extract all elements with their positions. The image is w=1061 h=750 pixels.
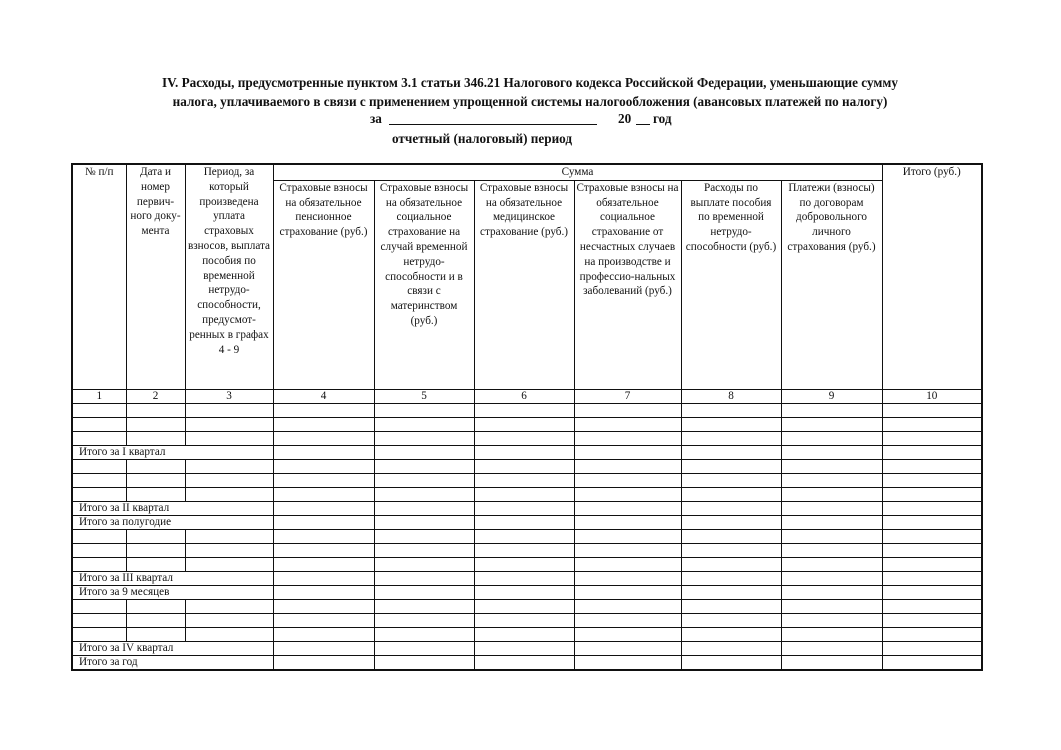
entry-cell[interactable] — [126, 529, 185, 543]
entry-cell[interactable] — [574, 473, 681, 487]
column-number: 6 — [474, 389, 574, 403]
entry-cell[interactable] — [574, 613, 681, 627]
total-cell[interactable] — [781, 641, 882, 655]
total-row-label: Итого за II квартал — [72, 501, 273, 515]
section-title — [60, 73, 1000, 111]
entry-row — [72, 613, 982, 627]
entry-cell[interactable] — [273, 403, 374, 417]
entry-cell[interactable] — [185, 557, 273, 571]
entry-cell[interactable] — [72, 473, 126, 487]
entry-cell[interactable] — [474, 459, 574, 473]
entry-cell[interactable] — [185, 459, 273, 473]
entry-cell[interactable] — [474, 403, 574, 417]
total-row-q4 — [72, 641, 982, 655]
column-number: 2 — [126, 389, 185, 403]
entry-cell[interactable] — [273, 627, 374, 641]
entry-cell[interactable] — [185, 599, 273, 613]
entry-cell[interactable] — [374, 473, 474, 487]
column-number-row — [72, 389, 982, 403]
entry-cell[interactable] — [882, 543, 982, 557]
entry-cell[interactable] — [681, 459, 781, 473]
entry-cell[interactable] — [72, 459, 126, 473]
entry-cell[interactable] — [126, 417, 185, 431]
period-blank-field[interactable] — [389, 124, 597, 125]
column-number: 9 — [781, 389, 882, 403]
entry-cell[interactable] — [72, 599, 126, 613]
entry-cell[interactable] — [781, 543, 882, 557]
entry-cell[interactable] — [781, 431, 882, 445]
entry-cell[interactable] — [273, 473, 374, 487]
entry-cell[interactable] — [273, 431, 374, 445]
entry-cell[interactable] — [781, 473, 882, 487]
entry-cell[interactable] — [681, 557, 781, 571]
entry-cell[interactable] — [126, 543, 185, 557]
total-cell[interactable] — [474, 585, 574, 599]
entry-cell[interactable] — [474, 599, 574, 613]
period-god-label: год — [653, 111, 672, 126]
total-cell[interactable] — [474, 571, 574, 585]
entry-cell[interactable] — [72, 417, 126, 431]
entry-cell[interactable] — [781, 613, 882, 627]
entry-cell[interactable] — [273, 417, 374, 431]
total-cell[interactable] — [574, 501, 681, 515]
entry-cell[interactable] — [781, 599, 882, 613]
entry-cell[interactable] — [681, 431, 781, 445]
entry-cell[interactable] — [374, 599, 474, 613]
total-row-label: Итого за I квартал — [72, 445, 273, 459]
total-cell[interactable] — [574, 585, 681, 599]
entry-cell[interactable] — [681, 487, 781, 501]
column-number: 1 — [72, 389, 126, 403]
header-col-accident: Страховые взносы на обязательное социальное страхование от несчастных случаев на производстве и профессио-нальных заболеваний (руб.) — [574, 180, 681, 389]
entry-cell[interactable] — [374, 557, 474, 571]
entry-cell[interactable] — [681, 403, 781, 417]
section-title-line-2: налога, уплачиваемого в связи с применением упрощенной системы налогообложения (авансовых платежей по налогу) — [172, 94, 888, 109]
entry-cell[interactable] — [126, 459, 185, 473]
entry-row — [72, 403, 982, 417]
column-number: 5 — [374, 389, 474, 403]
expenses-table — [71, 163, 983, 671]
entry-cell[interactable] — [374, 417, 474, 431]
total-row-nine — [72, 585, 982, 599]
total-cell[interactable] — [681, 501, 781, 515]
entry-cell[interactable] — [882, 473, 982, 487]
total-cell[interactable] — [374, 585, 474, 599]
entry-cell[interactable] — [882, 599, 982, 613]
total-cell[interactable] — [681, 641, 781, 655]
entry-cell[interactable] — [574, 543, 681, 557]
total-cell[interactable] — [474, 515, 574, 529]
entry-cell[interactable] — [185, 473, 273, 487]
entry-cell[interactable] — [681, 627, 781, 641]
entry-cell[interactable] — [882, 459, 982, 473]
entry-cell[interactable] — [374, 431, 474, 445]
entry-cell[interactable] — [574, 403, 681, 417]
entry-cell[interactable] — [374, 487, 474, 501]
total-cell[interactable] — [273, 585, 374, 599]
section-title-line-1: IV. Расходы, предусмотренные пунктом 3.1 статьи 346.21 Налогового кодекса Российской Федерации, уменьшающие сумму — [162, 75, 898, 90]
total-cell[interactable] — [781, 515, 882, 529]
entry-cell[interactable] — [574, 599, 681, 613]
column-number: 10 — [882, 389, 982, 403]
total-row-half — [72, 515, 982, 529]
entry-cell[interactable] — [126, 403, 185, 417]
total-row-label: Итого за год — [72, 655, 273, 670]
entry-cell[interactable] — [374, 613, 474, 627]
entry-cell[interactable] — [882, 417, 982, 431]
total-cell[interactable] — [374, 641, 474, 655]
total-cell[interactable] — [574, 571, 681, 585]
entry-cell[interactable] — [781, 529, 882, 543]
entry-cell[interactable] — [72, 487, 126, 501]
entry-cell[interactable] — [185, 431, 273, 445]
entry-cell[interactable] — [273, 529, 374, 543]
total-cell[interactable] — [882, 515, 982, 529]
entry-cell[interactable] — [681, 473, 781, 487]
total-cell[interactable] — [781, 655, 882, 670]
total-cell[interactable] — [681, 585, 781, 599]
total-cell[interactable] — [273, 445, 374, 459]
entry-cell[interactable] — [72, 557, 126, 571]
entry-cell[interactable] — [185, 417, 273, 431]
entry-cell[interactable] — [185, 543, 273, 557]
total-cell[interactable] — [474, 641, 574, 655]
total-cell[interactable] — [781, 585, 882, 599]
entry-cell[interactable] — [574, 529, 681, 543]
entry-cell[interactable] — [126, 431, 185, 445]
entry-cell[interactable] — [474, 529, 574, 543]
entry-cell[interactable] — [681, 529, 781, 543]
entry-row — [72, 431, 982, 445]
entry-cell[interactable] — [185, 627, 273, 641]
entry-cell[interactable] — [474, 431, 574, 445]
entry-cell[interactable] — [574, 417, 681, 431]
header-col-number: № п/п — [72, 164, 126, 389]
entry-cell[interactable] — [185, 529, 273, 543]
entry-cell[interactable] — [273, 613, 374, 627]
entry-cell[interactable] — [474, 543, 574, 557]
total-cell[interactable] — [781, 571, 882, 585]
header-col-total: Итого (руб.) — [882, 164, 982, 389]
total-cell[interactable] — [882, 501, 982, 515]
total-cell[interactable] — [574, 655, 681, 670]
header-col-medical: Страховые взносы на обязательное медицинское страхование (руб.) — [474, 180, 574, 389]
entry-cell[interactable] — [474, 613, 574, 627]
total-cell[interactable] — [374, 445, 474, 459]
total-row-q3 — [72, 571, 982, 585]
entry-cell[interactable] — [126, 599, 185, 613]
total-cell[interactable] — [374, 655, 474, 670]
total-cell[interactable] — [781, 501, 882, 515]
entry-cell[interactable] — [882, 431, 982, 445]
entry-cell[interactable] — [574, 557, 681, 571]
entry-cell[interactable] — [781, 557, 882, 571]
total-cell[interactable] — [374, 501, 474, 515]
total-cell[interactable] — [681, 571, 781, 585]
entry-cell[interactable] — [72, 403, 126, 417]
entry-row — [72, 487, 982, 501]
total-cell[interactable] — [681, 445, 781, 459]
total-cell[interactable] — [882, 445, 982, 459]
entry-cell[interactable] — [574, 487, 681, 501]
entry-row — [72, 417, 982, 431]
total-cell[interactable] — [474, 501, 574, 515]
entry-cell[interactable] — [72, 529, 126, 543]
total-cell[interactable] — [574, 515, 681, 529]
entry-cell[interactable] — [374, 627, 474, 641]
column-number: 8 — [681, 389, 781, 403]
total-cell[interactable] — [681, 655, 781, 670]
entry-cell[interactable] — [474, 473, 574, 487]
total-row-label: Итого за IV квартал — [72, 641, 273, 655]
entry-cell[interactable] — [681, 613, 781, 627]
total-row-label: Итого за полугодие — [72, 515, 273, 529]
entry-cell[interactable] — [882, 627, 982, 641]
header-col-benefits: Расходы по выплате пособия по временной нетрудо-способности (руб.) — [681, 180, 781, 389]
entry-cell[interactable] — [781, 417, 882, 431]
column-number: 4 — [273, 389, 374, 403]
entry-cell[interactable] — [574, 431, 681, 445]
entry-cell[interactable] — [185, 487, 273, 501]
entry-cell[interactable] — [185, 403, 273, 417]
entry-cell[interactable] — [781, 487, 882, 501]
entry-row — [72, 459, 982, 473]
total-cell[interactable] — [882, 641, 982, 655]
entry-row — [72, 529, 982, 543]
entry-cell[interactable] — [72, 613, 126, 627]
entry-cell[interactable] — [273, 487, 374, 501]
total-row-label: Итого за 9 месяцев — [72, 585, 273, 599]
entry-cell[interactable] — [681, 417, 781, 431]
entry-cell[interactable] — [273, 543, 374, 557]
entry-cell[interactable] — [273, 459, 374, 473]
entry-row — [72, 473, 982, 487]
total-cell[interactable] — [681, 515, 781, 529]
header-col-document: Дата и номер первич-ного доку-мента — [126, 164, 185, 389]
total-cell[interactable] — [374, 515, 474, 529]
entry-row — [72, 543, 982, 557]
total-cell[interactable] — [474, 445, 574, 459]
entry-row — [72, 627, 982, 641]
entry-cell[interactable] — [681, 599, 781, 613]
entry-cell[interactable] — [374, 543, 474, 557]
entry-cell[interactable] — [374, 459, 474, 473]
total-cell[interactable] — [574, 641, 681, 655]
period-year-blank-field[interactable] — [636, 124, 650, 125]
entry-cell[interactable] — [72, 627, 126, 641]
entry-cell[interactable] — [781, 627, 882, 641]
entry-row — [72, 557, 982, 571]
total-cell[interactable] — [273, 501, 374, 515]
period-za-label: за — [370, 111, 382, 126]
total-cell[interactable] — [273, 655, 374, 670]
entry-cell[interactable] — [681, 543, 781, 557]
entry-cell[interactable] — [474, 487, 574, 501]
total-row-label: Итого за III квартал — [72, 571, 273, 585]
entry-cell[interactable] — [185, 613, 273, 627]
entry-cell[interactable] — [72, 543, 126, 557]
entry-cell[interactable] — [474, 417, 574, 431]
column-number: 7 — [574, 389, 681, 403]
entry-cell[interactable] — [781, 403, 882, 417]
total-cell[interactable] — [882, 571, 982, 585]
total-row-q1 — [72, 445, 982, 459]
entry-cell[interactable] — [882, 529, 982, 543]
total-cell[interactable] — [273, 571, 374, 585]
entry-cell[interactable] — [882, 557, 982, 571]
period-year-prefix: 20 — [618, 111, 632, 126]
header-group-sum: Сумма — [273, 164, 882, 180]
total-cell[interactable] — [781, 445, 882, 459]
total-cell[interactable] — [273, 515, 374, 529]
total-cell[interactable] — [882, 585, 982, 599]
entry-cell[interactable] — [126, 557, 185, 571]
header-col-voluntary: Платежи (взносы) по договорам добровольного личного страхования (руб.) — [781, 180, 882, 389]
column-number: 3 — [185, 389, 273, 403]
entry-cell[interactable] — [781, 459, 882, 473]
entry-cell[interactable] — [273, 599, 374, 613]
entry-cell[interactable] — [72, 431, 126, 445]
entry-cell[interactable] — [474, 627, 574, 641]
entry-cell[interactable] — [126, 613, 185, 627]
entry-cell[interactable] — [126, 487, 185, 501]
entry-cell[interactable] — [882, 487, 982, 501]
entry-row — [72, 599, 982, 613]
header-col-pension: Страховые взносы на обязательное пенсионное страхование (руб.) — [273, 180, 374, 389]
total-cell[interactable] — [374, 571, 474, 585]
total-row-q2 — [72, 501, 982, 515]
entry-cell[interactable] — [126, 473, 185, 487]
entry-cell[interactable] — [474, 557, 574, 571]
total-cell[interactable] — [574, 445, 681, 459]
entry-cell[interactable] — [574, 627, 681, 641]
total-cell[interactable] — [474, 655, 574, 670]
entry-cell[interactable] — [374, 403, 474, 417]
total-cell[interactable] — [882, 655, 982, 670]
period-caption: отчетный (налоговый) период — [392, 131, 573, 146]
entry-cell[interactable] — [574, 459, 681, 473]
entry-cell[interactable] — [126, 627, 185, 641]
entry-cell[interactable] — [374, 529, 474, 543]
entry-cell[interactable] — [882, 403, 982, 417]
header-col-social: Страховые взносы на обязательное социальное страхование на случай временной нетрудо-способности и в связи с материнством (руб.) — [374, 180, 474, 389]
header-col-period: Период, за который произведена уплата страховых взносов, выплата пособия по временной нетрудо-способности, предусмот-ренных в графах 4 - 9 — [185, 164, 273, 389]
total-cell[interactable] — [273, 641, 374, 655]
entry-cell[interactable] — [882, 613, 982, 627]
total-row-year — [72, 655, 982, 670]
entry-cell[interactable] — [273, 557, 374, 571]
